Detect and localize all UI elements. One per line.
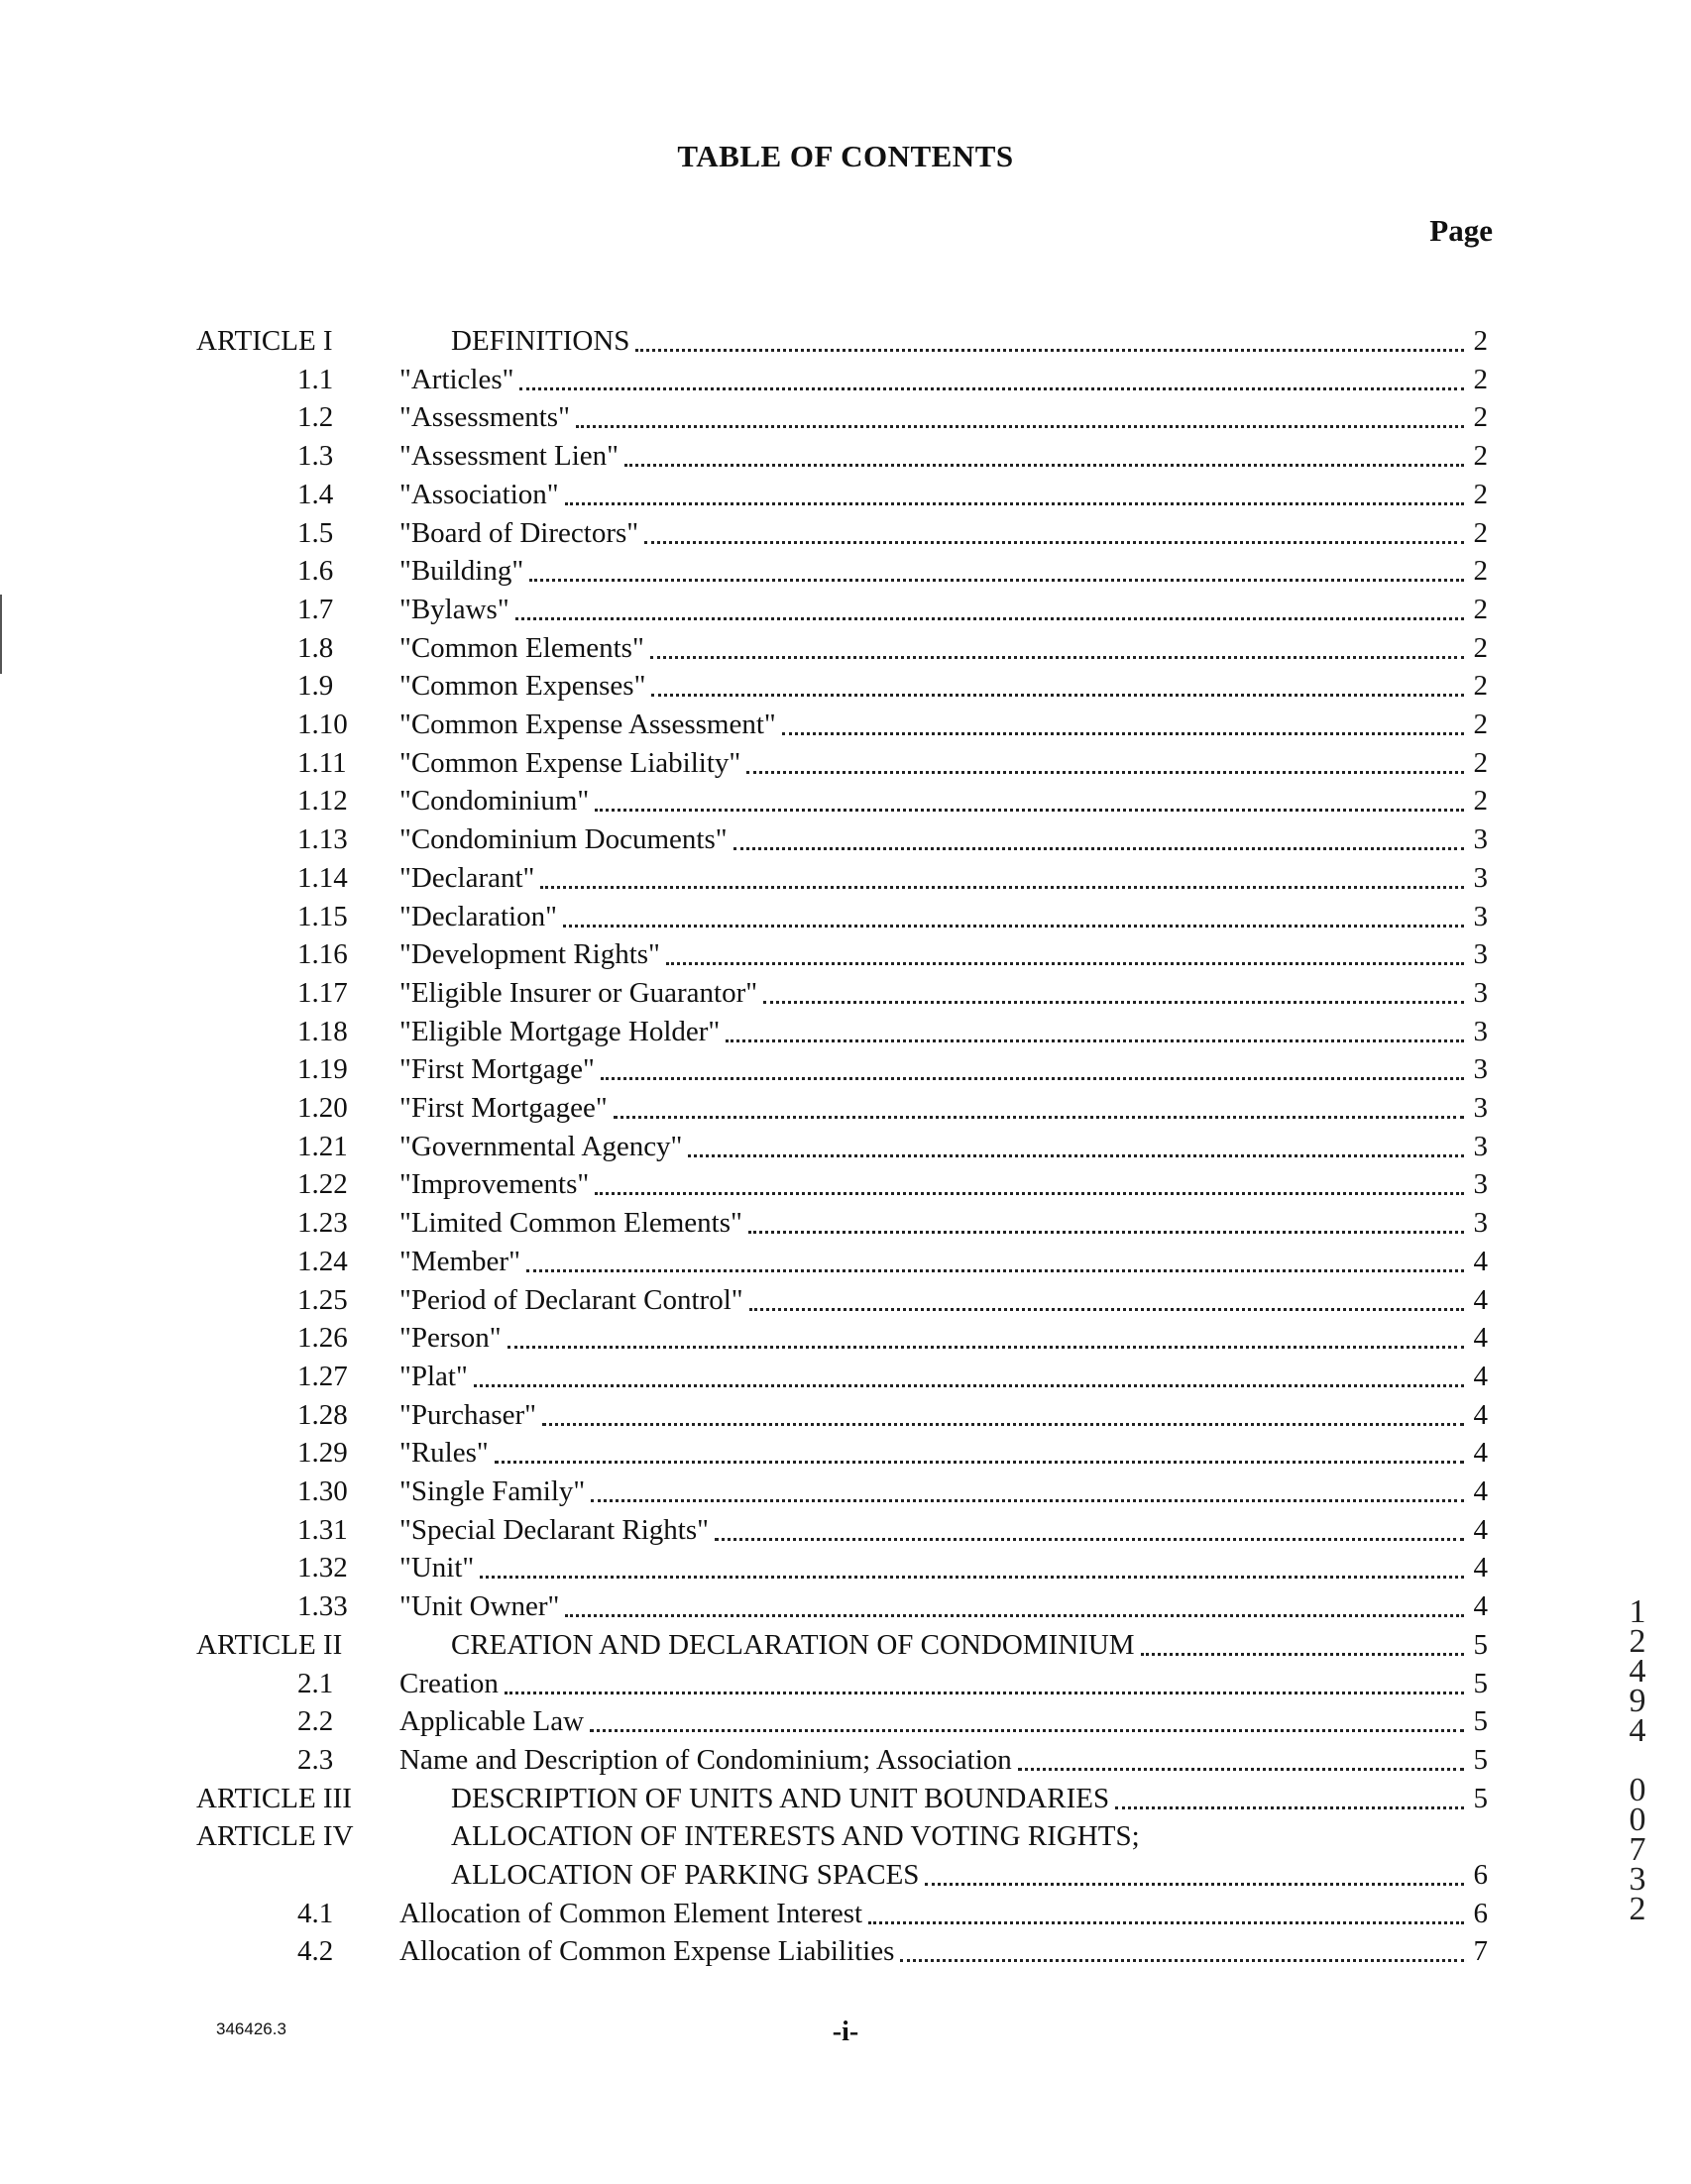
dot-leader: [763, 1000, 1464, 1004]
stamp-character: 7: [1629, 1831, 1646, 1868]
toc-entry-body: [399, 1281, 1488, 1320]
toc-entry-title: "Condominium Documents": [399, 823, 728, 856]
toc-entry-title: Allocation of Common Expense Liabilities: [399, 1935, 895, 1968]
dot-leader: [529, 578, 1464, 582]
toc-entry-number: 1.26: [297, 1322, 348, 1355]
dot-leader: [925, 1882, 1464, 1886]
toc-section-row: [0, 1932, 1691, 1971]
toc-entry-title: Creation: [399, 1667, 499, 1699]
toc-section-row: [0, 782, 1691, 820]
dot-leader: [726, 1038, 1464, 1042]
stamp-character: 4: [1629, 1653, 1646, 1690]
toc-entry-title: ALLOCATION OF PARKING SPACES: [451, 1859, 920, 1891]
toc-entry-page: 3: [1473, 1015, 1488, 1047]
toc-entry-body: [399, 1665, 1488, 1703]
dot-leader: [782, 731, 1464, 735]
toc-entry-body: [451, 1780, 1488, 1818]
toc-entry-page: 2: [1473, 516, 1488, 549]
toc-entry-body: [399, 667, 1488, 706]
toc-entry-number: 1.17: [297, 976, 348, 1009]
toc-entry-title: "First Mortgage": [399, 1053, 595, 1086]
toc-entry-body: [451, 1817, 1488, 1856]
toc-section-row: [0, 1013, 1691, 1051]
toc-section-row: [0, 1396, 1691, 1435]
dot-leader: [688, 1153, 1464, 1157]
toc-entry-page: 2: [1473, 325, 1488, 357]
toc-entry-body: [399, 1549, 1488, 1587]
toc-entry-page: 4: [1473, 1245, 1488, 1277]
toc-entry-page: 4: [1473, 1513, 1488, 1546]
scan-edge-mark: [0, 595, 2, 674]
toc-entry-body: [399, 1165, 1488, 1204]
toc-entry-number: ARTICLE III: [196, 1782, 352, 1814]
toc-entry-number: 1.16: [297, 938, 348, 971]
stamp-character: 0: [1629, 1802, 1646, 1838]
toc-entry-body: [399, 974, 1488, 1013]
toc-section-row: [0, 1281, 1691, 1320]
toc-entry-page: 5: [1473, 1743, 1488, 1776]
dot-leader: [515, 616, 1464, 620]
toc-entry-body: [399, 1089, 1488, 1128]
toc-entry-number: 1.28: [297, 1398, 348, 1431]
toc-entry-page: 3: [1473, 900, 1488, 932]
toc-entry-number: 1.15: [297, 900, 348, 932]
toc-entry-number: ARTICLE IV: [196, 1820, 354, 1853]
toc-entry-title: "Common Expense Assessment": [399, 709, 776, 740]
dot-leader: [565, 1613, 1464, 1617]
toc-entry-number: 1.7: [297, 593, 334, 625]
dot-leader: [900, 1958, 1464, 1962]
toc-section-row: [0, 1050, 1691, 1089]
toc-entry-page: 6: [1473, 1897, 1488, 1929]
dot-leader: [1141, 1652, 1464, 1656]
toc-article-row: [0, 1780, 1691, 1818]
dot-leader: [507, 1345, 1464, 1349]
toc-entry-body: [399, 1895, 1488, 1933]
dot-leader: [601, 1076, 1464, 1080]
dot-leader: [635, 348, 1464, 352]
toc-entry-body: [451, 322, 1488, 361]
toc-entry-page: 4: [1473, 1437, 1488, 1470]
toc-entry-title: "Common Elements": [399, 631, 644, 664]
toc-section-row: [0, 1434, 1691, 1473]
toc-section-row: [0, 898, 1691, 936]
toc-entry-number: 4.2: [297, 1935, 334, 1968]
toc-entry-title: "Eligible Insurer or Guarantor": [399, 976, 758, 1009]
toc-entry-title: "Single Family": [399, 1475, 586, 1507]
toc-entry-title: Allocation of Common Element Interest: [399, 1897, 863, 1929]
dot-leader: [1018, 1767, 1464, 1771]
toc-section-row: [0, 591, 1691, 629]
toc-entry-body: [399, 1511, 1488, 1550]
dot-leader: [650, 655, 1464, 659]
dot-leader: [666, 961, 1464, 965]
dot-leader: [868, 1920, 1464, 1924]
toc-section-row: [0, 476, 1691, 514]
toc-entry-page: 2: [1473, 401, 1488, 434]
toc-article-row: [0, 322, 1691, 361]
dot-leader: [591, 1498, 1464, 1502]
toc-entry-page: 7: [1473, 1935, 1488, 1968]
toc-entry-number: 2.3: [297, 1743, 334, 1776]
toc-entry-body: [399, 935, 1488, 974]
dot-leader: [715, 1537, 1464, 1541]
dot-leader: [595, 808, 1464, 812]
toc-entry-title: "Common Expense Liability": [399, 746, 741, 779]
toc-article-row: [0, 1856, 1691, 1898]
toc-section-row: [0, 706, 1691, 744]
toc-article-row: [0, 1623, 1691, 1665]
dot-leader: [1115, 1805, 1464, 1809]
toc-entry-number: ARTICLE I: [196, 325, 333, 357]
toc-entry-title: "Condominium": [399, 785, 590, 818]
toc-entry-body: [399, 1319, 1488, 1358]
dot-leader: [624, 463, 1464, 467]
toc-section-row: [0, 1204, 1691, 1243]
dot-leader: [480, 1575, 1464, 1579]
toc-entry-title: "Bylaws": [399, 593, 509, 625]
toc-section-row: [0, 1891, 1691, 1933]
dot-leader: [590, 1728, 1464, 1732]
toc-entry-title: "Improvements": [399, 1168, 590, 1201]
toc-section-row: [0, 1128, 1691, 1166]
toc-entry-number: 1.13: [297, 823, 348, 856]
toc-entry-number: 2.1: [297, 1667, 334, 1699]
toc-section-row: [0, 820, 1691, 859]
dot-leader: [576, 424, 1464, 428]
toc-entry-number: 1.11: [297, 746, 347, 779]
toc-entry-title: DESCRIPTION OF UNITS AND UNIT BOUNDARIES: [451, 1782, 1110, 1814]
toc-entry-page: 4: [1473, 1590, 1488, 1623]
toc-entry-number: 1.2: [297, 401, 334, 434]
page-number: -i-: [832, 2017, 859, 2047]
toc-entry-body: [399, 1013, 1488, 1051]
dot-leader: [651, 693, 1464, 697]
toc-article-row: [0, 1817, 1691, 1856]
toc-entry-title: "Member": [399, 1245, 520, 1277]
toc-entry-body: [451, 1626, 1488, 1665]
stamp-character: 1: [1629, 1593, 1646, 1630]
dot-leader: [542, 1422, 1464, 1426]
stamp-character: 4: [1629, 1712, 1646, 1749]
dot-leader: [614, 1115, 1464, 1119]
document-id: 346426.3: [216, 2020, 286, 2038]
toc-entry-title: "Board of Directors": [399, 516, 639, 549]
toc-entry-number: ARTICLE II: [196, 1628, 343, 1661]
dot-leader: [733, 846, 1464, 850]
toc-section-row: [0, 935, 1691, 974]
toc-entry-body: [399, 629, 1488, 668]
toc-entry-body: [451, 1856, 1488, 1895]
toc-entry-body: [399, 552, 1488, 591]
dot-leader: [505, 1691, 1464, 1694]
toc-section-row: [0, 514, 1691, 553]
margin-stamp: [1620, 1593, 1655, 1927]
toc-section-row: [0, 361, 1691, 399]
toc-entry-title: "Governmental Agency": [399, 1130, 683, 1162]
toc-entry-page: 3: [1473, 823, 1488, 856]
toc-entry-page: 6: [1473, 1859, 1488, 1891]
dot-leader: [526, 1268, 1464, 1272]
toc-entry-body: [399, 820, 1488, 859]
page-column-label: Page: [1429, 213, 1493, 248]
toc-entry-number: 1.29: [297, 1437, 348, 1470]
toc-entry-body: [399, 591, 1488, 629]
toc-section-row: [0, 398, 1691, 437]
toc-entry-page: 5: [1473, 1705, 1488, 1738]
dot-leader: [563, 924, 1464, 928]
toc-entry-number: 1.4: [297, 478, 334, 510]
toc-entry-number: 1.23: [297, 1207, 348, 1240]
toc-entry-number: 4.1: [297, 1897, 334, 1929]
stamp-character: 2: [1629, 1623, 1646, 1660]
page-title: TABLE OF CONTENTS: [677, 139, 1014, 173]
toc-entry-body: [399, 1396, 1488, 1435]
toc-entry-page: 4: [1473, 1552, 1488, 1584]
toc-entry-title: "Development Rights": [399, 938, 660, 971]
toc-entry-page: 5: [1473, 1782, 1488, 1814]
toc-section-row: [0, 1549, 1691, 1587]
toc-entry-number: 1.25: [297, 1283, 348, 1316]
toc-section-row: [0, 552, 1691, 591]
toc-entry-body: [399, 1358, 1488, 1396]
toc-section-row: [0, 1165, 1691, 1204]
dot-leader: [495, 1460, 1464, 1464]
dot-leader: [748, 1230, 1464, 1234]
toc-section-row: [0, 1741, 1691, 1780]
toc-entry-page: 2: [1473, 440, 1488, 473]
toc-entry-title: ALLOCATION OF INTERESTS AND VOTING RIGHTS;: [451, 1820, 1140, 1853]
toc-entry-title: "Common Expenses": [399, 670, 646, 703]
toc-entry-page: 2: [1473, 478, 1488, 510]
stamp-character: 9: [1629, 1683, 1646, 1719]
toc-entry-page: 2: [1473, 709, 1488, 740]
toc-entry-title: "First Mortgagee": [399, 1092, 608, 1124]
toc-entry-number: 1.18: [297, 1015, 348, 1047]
dot-leader: [595, 1191, 1464, 1195]
stamp-character: 2: [1629, 1891, 1646, 1927]
toc-entry-page: 2: [1473, 746, 1488, 779]
toc-entry-body: [399, 898, 1488, 936]
dot-leader: [644, 540, 1464, 544]
toc-entry-page: 3: [1473, 1130, 1488, 1162]
toc-entry-title: Applicable Law: [399, 1705, 585, 1738]
toc-section-row: [0, 859, 1691, 898]
toc-entry-number: 1.21: [297, 1130, 348, 1162]
toc-entry-number: 1.33: [297, 1590, 348, 1623]
toc-section-row: [0, 1358, 1691, 1396]
toc-entry-page: 2: [1473, 631, 1488, 664]
toc-entry-number: 1.6: [297, 555, 334, 588]
toc-entry-page: 3: [1473, 1207, 1488, 1240]
toc-section-row: [0, 1665, 1691, 1703]
toc-section-row: [0, 1243, 1691, 1281]
toc-entry-number: 1.31: [297, 1513, 348, 1546]
toc-entry-body: [399, 1204, 1488, 1243]
dot-leader: [519, 386, 1464, 390]
toc-entry-title: "Articles": [399, 363, 514, 395]
toc-entry-number: 1.20: [297, 1092, 348, 1124]
toc-entry-title: "Eligible Mortgage Holder": [399, 1015, 721, 1047]
toc-entry-body: [399, 437, 1488, 476]
dot-leader: [474, 1383, 1464, 1387]
toc-entry-page: 3: [1473, 1168, 1488, 1201]
toc-entry-page: 2: [1473, 785, 1488, 818]
toc-section-row: [0, 1473, 1691, 1511]
toc-entry-body: [399, 782, 1488, 820]
toc-entry-title: CREATION AND DECLARATION OF CONDOMINIUM: [451, 1628, 1135, 1661]
toc-section-row: [0, 1319, 1691, 1358]
toc-entry-number: 1.19: [297, 1053, 348, 1086]
toc-entry-title: "Special Declarant Rights": [399, 1513, 709, 1546]
toc-entry-number: 1.8: [297, 631, 334, 664]
toc-entry-body: [399, 1128, 1488, 1166]
toc-entry-page: 3: [1473, 1053, 1488, 1086]
toc-entry-body: [399, 1050, 1488, 1089]
toc-entry-body: [399, 476, 1488, 514]
toc-section-row: [0, 744, 1691, 783]
toc-entry-body: [399, 398, 1488, 437]
toc-entry-number: 2.2: [297, 1705, 334, 1738]
toc-entry-body: [399, 1741, 1488, 1780]
toc-entry-body: [399, 1932, 1488, 1971]
dot-leader: [746, 770, 1464, 774]
toc-entry-number: 1.10: [297, 709, 348, 740]
stamp-character: 3: [1629, 1861, 1646, 1898]
toc-entry-page: 3: [1473, 861, 1488, 894]
toc-entry-page: 4: [1473, 1360, 1488, 1392]
toc-entry-page: 2: [1473, 555, 1488, 588]
toc-section-row: [0, 1511, 1691, 1550]
toc-entry-page: 2: [1473, 593, 1488, 625]
toc-entry-number: 1.5: [297, 516, 334, 549]
toc-entry-title: "Rules": [399, 1437, 489, 1470]
toc-section-row: [0, 974, 1691, 1013]
toc-section-row: [0, 1587, 1691, 1630]
dot-leader: [749, 1307, 1464, 1311]
toc-entry-body: [399, 706, 1488, 744]
toc-entry-number: 1.30: [297, 1475, 348, 1507]
toc-entry-title: "Association": [399, 478, 559, 510]
toc-entry-page: 3: [1473, 1092, 1488, 1124]
toc-entry-number: 1.14: [297, 861, 348, 894]
toc-section-row: [0, 437, 1691, 476]
toc-entry-title: Name and Description of Condominium; Association: [399, 1743, 1012, 1776]
toc-entry-title: "Limited Common Elements": [399, 1207, 742, 1240]
toc-section-row: [0, 667, 1691, 706]
toc-entry-page: 4: [1473, 1398, 1488, 1431]
toc-entry-page: 5: [1473, 1628, 1488, 1661]
toc-entry-title: "Person": [399, 1322, 502, 1355]
toc-entry-number: 1.3: [297, 440, 334, 473]
stamp-character: 0: [1629, 1772, 1646, 1808]
dot-leader: [565, 501, 1464, 505]
toc-entry-title: "Declaration": [399, 900, 557, 932]
toc-section-row: [0, 1089, 1691, 1128]
toc-entry-title: "Purchaser": [399, 1398, 537, 1431]
toc-entry-body: [399, 744, 1488, 783]
toc-entry-body: [399, 1473, 1488, 1511]
toc-entry-title: "Unit": [399, 1552, 475, 1584]
toc-entry-title: DEFINITIONS: [451, 325, 630, 357]
toc-entry-title: "Plat": [399, 1360, 468, 1392]
toc-entry-number: 1.9: [297, 670, 334, 703]
toc-entry-number: 1.22: [297, 1168, 348, 1201]
toc-entry-page: 3: [1473, 938, 1488, 971]
toc-entry-page: 4: [1473, 1283, 1488, 1316]
toc-entry-page: 2: [1473, 670, 1488, 703]
toc-entry-body: [399, 1243, 1488, 1281]
toc-entry-title: "Assessment Lien": [399, 440, 620, 473]
toc-entry-body: [399, 1702, 1488, 1741]
toc-entry-title: "Building": [399, 555, 524, 588]
toc-section-row: [0, 629, 1691, 668]
toc-entry-body: [399, 1434, 1488, 1473]
toc-entry-number: 1.27: [297, 1360, 348, 1392]
toc-entry-page: 2: [1473, 363, 1488, 395]
toc-entry-page: 5: [1473, 1667, 1488, 1699]
toc-entry-title: "Assessments": [399, 401, 570, 434]
dot-leader: [540, 885, 1464, 889]
toc-entry-number: 1.24: [297, 1245, 348, 1277]
toc-entry-body: [399, 1587, 1488, 1626]
toc-entry-body: [399, 361, 1488, 399]
toc-entry-page: 4: [1473, 1475, 1488, 1507]
toc-entry-number: 1.12: [297, 785, 348, 818]
toc-entry-page: 3: [1473, 976, 1488, 1009]
toc-entry-page: 4: [1473, 1322, 1488, 1355]
toc-entry-title: "Unit Owner": [399, 1590, 560, 1623]
toc-section-row: [0, 1702, 1691, 1741]
toc-entry-title: "Declarant": [399, 861, 535, 894]
toc-entry-title: "Period of Declarant Control": [399, 1283, 743, 1316]
toc-entry-number: 1.32: [297, 1552, 348, 1584]
toc-entry-body: [399, 859, 1488, 898]
toc-entry-body: [399, 514, 1488, 553]
toc-entry-number: 1.1: [297, 363, 334, 395]
